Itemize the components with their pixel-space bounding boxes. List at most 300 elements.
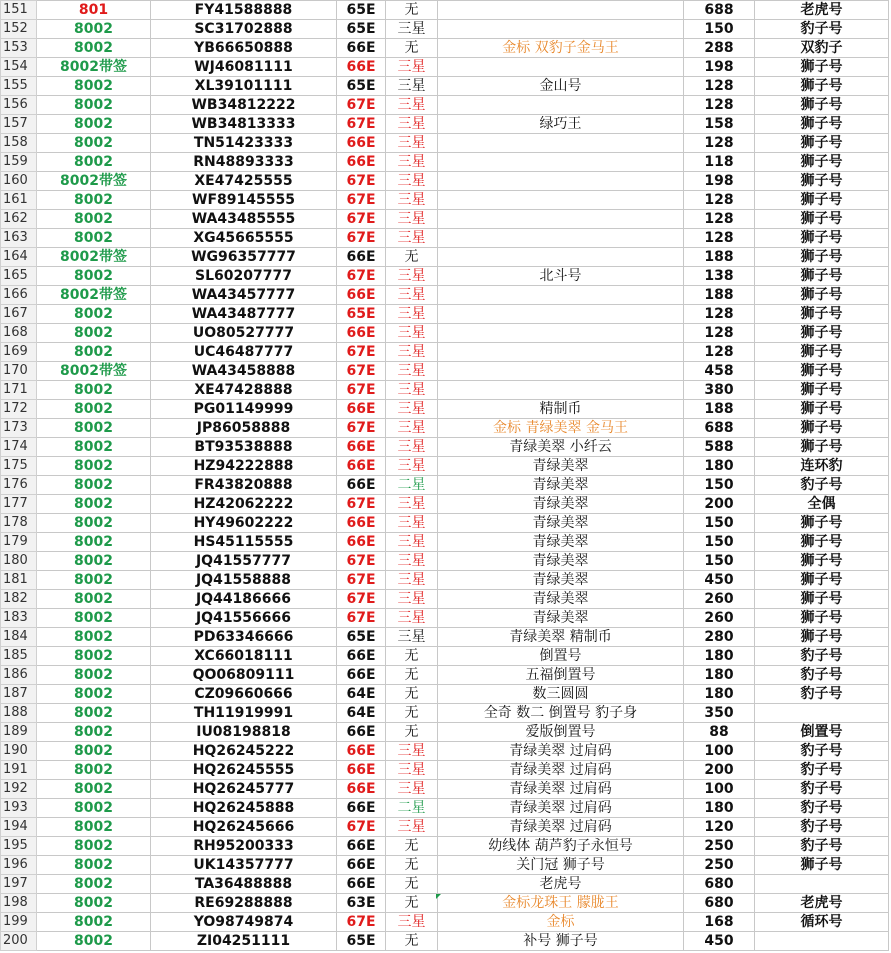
cell-note[interactable]: 青绿美翠 精制币	[438, 628, 684, 647]
cell-price[interactable]: 588	[684, 438, 755, 457]
cell-star[interactable]: 三星	[386, 761, 438, 780]
cell-code[interactable]: 8002	[37, 837, 151, 856]
cell-note[interactable]: 青绿美翠 过肩码	[438, 818, 684, 837]
cell-serial[interactable]: JP86058888	[151, 419, 337, 438]
cell-note[interactable]	[438, 305, 684, 324]
row-number[interactable]: 199	[1, 913, 37, 932]
cell-code[interactable]: 8002	[37, 932, 151, 951]
cell-version[interactable]: 67E	[337, 419, 386, 438]
cell-version[interactable]: 67E	[337, 191, 386, 210]
row-number[interactable]: 195	[1, 837, 37, 856]
cell-type[interactable]: 狮子号	[755, 96, 889, 115]
cell-code[interactable]: 8002	[37, 400, 151, 419]
cell-note[interactable]: 老虎号	[438, 875, 684, 894]
row-number[interactable]: 175	[1, 457, 37, 476]
cell-type[interactable]	[755, 932, 889, 951]
cell-serial[interactable]: XL39101111	[151, 77, 337, 96]
cell-type[interactable]	[755, 875, 889, 894]
cell-serial[interactable]: WF89145555	[151, 191, 337, 210]
cell-price[interactable]: 288	[684, 39, 755, 58]
cell-serial[interactable]: ZI04251111	[151, 932, 337, 951]
cell-code[interactable]: 8002	[37, 419, 151, 438]
cell-note[interactable]: 关门冠 狮子号	[438, 856, 684, 875]
cell-serial[interactable]: YB66650888	[151, 39, 337, 58]
cell-code[interactable]: 8002	[37, 381, 151, 400]
cell-note[interactable]	[438, 20, 684, 39]
cell-version[interactable]: 66E	[337, 324, 386, 343]
cell-price[interactable]: 128	[684, 134, 755, 153]
cell-price[interactable]: 450	[684, 932, 755, 951]
row-number[interactable]: 154	[1, 58, 37, 77]
cell-star[interactable]: 三星	[386, 818, 438, 837]
row-number[interactable]: 176	[1, 476, 37, 495]
cell-star[interactable]: 无	[386, 39, 438, 58]
cell-price[interactable]: 680	[684, 875, 755, 894]
cell-star[interactable]: 无	[386, 647, 438, 666]
cell-star[interactable]: 二星	[386, 476, 438, 495]
cell-price[interactable]: 88	[684, 723, 755, 742]
cell-price[interactable]: 128	[684, 305, 755, 324]
cell-version[interactable]: 67E	[337, 913, 386, 932]
cell-type[interactable]: 豹子号	[755, 20, 889, 39]
cell-star[interactable]: 三星	[386, 77, 438, 96]
cell-note[interactable]: 精制币	[438, 400, 684, 419]
row-number[interactable]: 179	[1, 533, 37, 552]
cell-star[interactable]: 三星	[386, 913, 438, 932]
cell-serial[interactable]: PG01149999	[151, 400, 337, 419]
cell-code[interactable]: 8002	[37, 894, 151, 913]
row-number[interactable]: 193	[1, 799, 37, 818]
row-number[interactable]: 192	[1, 780, 37, 799]
cell-star[interactable]: 三星	[386, 172, 438, 191]
cell-version[interactable]: 65E	[337, 628, 386, 647]
cell-code[interactable]: 8002	[37, 229, 151, 248]
cell-serial[interactable]: UO80527777	[151, 324, 337, 343]
row-number[interactable]: 173	[1, 419, 37, 438]
cell-star[interactable]: 三星	[386, 400, 438, 419]
cell-type[interactable]: 狮子号	[755, 571, 889, 590]
cell-version[interactable]: 65E	[337, 932, 386, 951]
cell-price[interactable]: 198	[684, 172, 755, 191]
cell-price[interactable]: 168	[684, 913, 755, 932]
cell-serial[interactable]: WB34813333	[151, 115, 337, 134]
cell-star[interactable]: 三星	[386, 191, 438, 210]
cell-price[interactable]: 128	[684, 324, 755, 343]
cell-version[interactable]: 67E	[337, 267, 386, 286]
cell-type[interactable]: 狮子号	[755, 134, 889, 153]
cell-price[interactable]: 350	[684, 704, 755, 723]
cell-note[interactable]: 青绿美翠	[438, 476, 684, 495]
cell-code[interactable]: 8002	[37, 818, 151, 837]
cell-star[interactable]: 二星	[386, 799, 438, 818]
row-number[interactable]: 165	[1, 267, 37, 286]
cell-price[interactable]: 158	[684, 115, 755, 134]
cell-serial[interactable]: JQ44186666	[151, 590, 337, 609]
cell-version[interactable]: 66E	[337, 400, 386, 419]
row-number[interactable]: 168	[1, 324, 37, 343]
cell-star[interactable]: 三星	[386, 20, 438, 39]
cell-note[interactable]: 金标	[438, 913, 684, 932]
row-number[interactable]: 178	[1, 514, 37, 533]
cell-note[interactable]: 青绿美翠	[438, 457, 684, 476]
cell-type[interactable]: 狮子号	[755, 590, 889, 609]
cell-star[interactable]: 无	[386, 685, 438, 704]
cell-serial[interactable]: UC46487777	[151, 343, 337, 362]
cell-type[interactable]: 狮子号	[755, 191, 889, 210]
cell-note[interactable]: 青绿美翠 过肩码	[438, 780, 684, 799]
cell-star[interactable]: 三星	[386, 514, 438, 533]
cell-price[interactable]: 120	[684, 818, 755, 837]
cell-code[interactable]: 8002带签	[37, 286, 151, 305]
cell-code[interactable]: 8002	[37, 856, 151, 875]
cell-price[interactable]: 128	[684, 343, 755, 362]
cell-star[interactable]: 三星	[386, 381, 438, 400]
cell-code[interactable]: 8002	[37, 780, 151, 799]
cell-code[interactable]: 8002	[37, 628, 151, 647]
cell-serial[interactable]: FY41588888	[151, 1, 337, 20]
cell-price[interactable]: 680	[684, 894, 755, 913]
cell-serial[interactable]: RH95200333	[151, 837, 337, 856]
cell-type[interactable]: 狮子号	[755, 77, 889, 96]
cell-star[interactable]: 无	[386, 666, 438, 685]
cell-note[interactable]: 爱版倒置号	[438, 723, 684, 742]
cell-note[interactable]	[438, 324, 684, 343]
cell-price[interactable]: 688	[684, 1, 755, 20]
row-number[interactable]: 156	[1, 96, 37, 115]
cell-serial[interactable]: HY49602222	[151, 514, 337, 533]
cell-version[interactable]: 66E	[337, 438, 386, 457]
cell-note[interactable]	[438, 229, 684, 248]
cell-version[interactable]: 66E	[337, 134, 386, 153]
cell-version[interactable]: 66E	[337, 514, 386, 533]
cell-version[interactable]: 66E	[337, 723, 386, 742]
cell-code[interactable]: 8002	[37, 590, 151, 609]
cell-version[interactable]: 65E	[337, 305, 386, 324]
cell-code[interactable]: 8002	[37, 324, 151, 343]
cell-note[interactable]: 金标龙珠王 朦胧王	[438, 894, 684, 913]
cell-version[interactable]: 67E	[337, 552, 386, 571]
cell-version[interactable]: 65E	[337, 77, 386, 96]
cell-type[interactable]: 豹子号	[755, 818, 889, 837]
cell-type[interactable]	[755, 704, 889, 723]
cell-type[interactable]: 全偶	[755, 495, 889, 514]
cell-version[interactable]: 67E	[337, 115, 386, 134]
cell-serial[interactable]: PD63346666	[151, 628, 337, 647]
cell-serial[interactable]: XE47428888	[151, 381, 337, 400]
row-number[interactable]: 174	[1, 438, 37, 457]
row-number[interactable]: 152	[1, 20, 37, 39]
cell-code[interactable]: 8002	[37, 115, 151, 134]
cell-version[interactable]: 67E	[337, 362, 386, 381]
cell-code[interactable]: 8002	[37, 305, 151, 324]
row-number[interactable]: 181	[1, 571, 37, 590]
cell-note[interactable]	[438, 1, 684, 20]
cell-version[interactable]: 66E	[337, 457, 386, 476]
row-number[interactable]: 169	[1, 343, 37, 362]
cell-type[interactable]: 豹子号	[755, 761, 889, 780]
cell-note[interactable]: 数三圆圆	[438, 685, 684, 704]
cell-type[interactable]: 狮子号	[755, 153, 889, 172]
cell-price[interactable]: 188	[684, 248, 755, 267]
cell-price[interactable]: 128	[684, 77, 755, 96]
cell-star[interactable]: 三星	[386, 267, 438, 286]
cell-code[interactable]: 8002	[37, 761, 151, 780]
cell-version[interactable]: 64E	[337, 704, 386, 723]
cell-code[interactable]: 8002	[37, 343, 151, 362]
cell-star[interactable]: 三星	[386, 609, 438, 628]
cell-type[interactable]: 狮子号	[755, 514, 889, 533]
cell-type[interactable]: 狮子号	[755, 324, 889, 343]
cell-version[interactable]: 67E	[337, 343, 386, 362]
row-number[interactable]: 167	[1, 305, 37, 324]
cell-star[interactable]: 三星	[386, 286, 438, 305]
cell-note[interactable]: 北斗号	[438, 267, 684, 286]
cell-version[interactable]: 66E	[337, 647, 386, 666]
row-number[interactable]: 197	[1, 875, 37, 894]
cell-star[interactable]: 三星	[386, 552, 438, 571]
cell-price[interactable]: 198	[684, 58, 755, 77]
cell-version[interactable]: 66E	[337, 248, 386, 267]
cell-note[interactable]: 青绿美翠 过肩码	[438, 742, 684, 761]
cell-type[interactable]: 狮子号	[755, 552, 889, 571]
cell-star[interactable]: 三星	[386, 210, 438, 229]
cell-note[interactable]: 青绿美翠	[438, 495, 684, 514]
cell-note[interactable]: 幼线体 葫芦豹子永恒号	[438, 837, 684, 856]
cell-version[interactable]: 66E	[337, 153, 386, 172]
cell-version[interactable]: 64E	[337, 685, 386, 704]
cell-type[interactable]: 豹子号	[755, 780, 889, 799]
row-number[interactable]: 180	[1, 552, 37, 571]
row-number[interactable]: 153	[1, 39, 37, 58]
cell-code[interactable]: 8002	[37, 457, 151, 476]
cell-version[interactable]: 66E	[337, 666, 386, 685]
row-number[interactable]: 186	[1, 666, 37, 685]
cell-type[interactable]: 倒置号	[755, 723, 889, 742]
cell-version[interactable]: 66E	[337, 476, 386, 495]
cell-version[interactable]: 66E	[337, 875, 386, 894]
cell-code[interactable]: 8002	[37, 552, 151, 571]
cell-note[interactable]	[438, 286, 684, 305]
cell-type[interactable]: 狮子号	[755, 628, 889, 647]
row-number[interactable]: 184	[1, 628, 37, 647]
cell-version[interactable]: 66E	[337, 39, 386, 58]
cell-price[interactable]: 150	[684, 514, 755, 533]
row-number[interactable]: 172	[1, 400, 37, 419]
cell-code[interactable]: 8002	[37, 476, 151, 495]
row-number[interactable]: 171	[1, 381, 37, 400]
cell-star[interactable]: 三星	[386, 590, 438, 609]
cell-version[interactable]: 66E	[337, 799, 386, 818]
row-number[interactable]: 163	[1, 229, 37, 248]
cell-version[interactable]: 66E	[337, 286, 386, 305]
cell-note[interactable]	[438, 210, 684, 229]
cell-star[interactable]: 三星	[386, 533, 438, 552]
cell-star[interactable]: 三星	[386, 495, 438, 514]
cell-type[interactable]: 狮子号	[755, 609, 889, 628]
cell-star[interactable]: 三星	[386, 628, 438, 647]
row-number[interactable]: 162	[1, 210, 37, 229]
row-number[interactable]: 196	[1, 856, 37, 875]
cell-serial[interactable]: XE47425555	[151, 172, 337, 191]
cell-price[interactable]: 188	[684, 400, 755, 419]
cell-price[interactable]: 180	[684, 457, 755, 476]
cell-code[interactable]: 8002	[37, 913, 151, 932]
cell-star[interactable]: 无	[386, 837, 438, 856]
cell-code[interactable]: 8002	[37, 20, 151, 39]
cell-code[interactable]: 8002	[37, 704, 151, 723]
cell-code[interactable]: 8002	[37, 647, 151, 666]
cell-note[interactable]: 绿巧王	[438, 115, 684, 134]
cell-code[interactable]: 8002	[37, 134, 151, 153]
cell-price[interactable]: 188	[684, 286, 755, 305]
row-number[interactable]: 166	[1, 286, 37, 305]
row-number[interactable]: 151	[1, 1, 37, 20]
cell-price[interactable]: 100	[684, 742, 755, 761]
cell-star[interactable]: 无	[386, 875, 438, 894]
cell-price[interactable]: 260	[684, 590, 755, 609]
cell-code[interactable]: 8002	[37, 495, 151, 514]
cell-code[interactable]: 8002带签	[37, 248, 151, 267]
cell-note[interactable]: 金标 双豹子金马王	[438, 39, 684, 58]
cell-price[interactable]: 180	[684, 647, 755, 666]
cell-price[interactable]: 280	[684, 628, 755, 647]
cell-price[interactable]: 128	[684, 191, 755, 210]
cell-serial[interactable]: WA43487777	[151, 305, 337, 324]
cell-note[interactable]	[438, 248, 684, 267]
cell-price[interactable]: 688	[684, 419, 755, 438]
cell-star[interactable]: 无	[386, 723, 438, 742]
cell-serial[interactable]: TA36488888	[151, 875, 337, 894]
cell-price[interactable]: 128	[684, 210, 755, 229]
row-number[interactable]: 157	[1, 115, 37, 134]
cell-type[interactable]: 狮子号	[755, 172, 889, 191]
cell-star[interactable]: 三星	[386, 343, 438, 362]
cell-type[interactable]: 狮子号	[755, 381, 889, 400]
cell-version[interactable]: 67E	[337, 96, 386, 115]
cell-star[interactable]: 三星	[386, 438, 438, 457]
row-number[interactable]: 189	[1, 723, 37, 742]
cell-serial[interactable]: HQ26245222	[151, 742, 337, 761]
cell-code[interactable]: 8002带签	[37, 172, 151, 191]
cell-price[interactable]: 138	[684, 267, 755, 286]
cell-serial[interactable]: YO98749874	[151, 913, 337, 932]
cell-type[interactable]: 狮子号	[755, 115, 889, 134]
cell-type[interactable]: 老虎号	[755, 894, 889, 913]
cell-price[interactable]: 200	[684, 495, 755, 514]
cell-serial[interactable]: BT93538888	[151, 438, 337, 457]
row-number[interactable]: 160	[1, 172, 37, 191]
row-number[interactable]: 164	[1, 248, 37, 267]
cell-note[interactable]: 全奇 数二 倒置号 豹子身	[438, 704, 684, 723]
cell-price[interactable]: 458	[684, 362, 755, 381]
cell-type[interactable]: 狮子号	[755, 286, 889, 305]
cell-price[interactable]: 180	[684, 685, 755, 704]
cell-price[interactable]: 180	[684, 666, 755, 685]
cell-code[interactable]: 8002	[37, 210, 151, 229]
cell-note[interactable]: 金山号	[438, 77, 684, 96]
cell-type[interactable]: 狮子号	[755, 438, 889, 457]
cell-star[interactable]: 三星	[386, 362, 438, 381]
cell-price[interactable]: 128	[684, 229, 755, 248]
row-number[interactable]: 182	[1, 590, 37, 609]
row-number[interactable]: 188	[1, 704, 37, 723]
cell-price[interactable]: 200	[684, 761, 755, 780]
cell-star[interactable]: 三星	[386, 324, 438, 343]
cell-type[interactable]: 豹子号	[755, 742, 889, 761]
cell-version[interactable]: 66E	[337, 837, 386, 856]
row-number[interactable]: 170	[1, 362, 37, 381]
cell-serial[interactable]: JQ41556666	[151, 609, 337, 628]
cell-version[interactable]: 67E	[337, 381, 386, 400]
cell-serial[interactable]: HQ26245777	[151, 780, 337, 799]
cell-serial[interactable]: WA43485555	[151, 210, 337, 229]
row-number[interactable]: 155	[1, 77, 37, 96]
cell-serial[interactable]: HS45115555	[151, 533, 337, 552]
cell-version[interactable]: 66E	[337, 533, 386, 552]
cell-type[interactable]: 狮子号	[755, 210, 889, 229]
cell-serial[interactable]: FR43820888	[151, 476, 337, 495]
cell-type[interactable]: 狮子号	[755, 248, 889, 267]
cell-code[interactable]: 8002	[37, 723, 151, 742]
cell-serial[interactable]: TN51423333	[151, 134, 337, 153]
cell-star[interactable]: 无	[386, 1, 438, 20]
cell-note[interactable]: 青绿美翠 小纤云	[438, 438, 684, 457]
cell-version[interactable]: 65E	[337, 1, 386, 20]
cell-note[interactable]	[438, 362, 684, 381]
cell-serial[interactable]: XG45665555	[151, 229, 337, 248]
cell-star[interactable]: 三星	[386, 96, 438, 115]
cell-code[interactable]: 8002	[37, 875, 151, 894]
cell-type[interactable]: 循环号	[755, 913, 889, 932]
cell-star[interactable]: 无	[386, 932, 438, 951]
row-number[interactable]: 200	[1, 932, 37, 951]
cell-serial[interactable]: JQ41558888	[151, 571, 337, 590]
cell-note[interactable]: 青绿美翠	[438, 552, 684, 571]
cell-price[interactable]: 118	[684, 153, 755, 172]
cell-code[interactable]: 8002	[37, 799, 151, 818]
cell-note[interactable]	[438, 381, 684, 400]
cell-serial[interactable]: WG96357777	[151, 248, 337, 267]
cell-serial[interactable]: TH11919991	[151, 704, 337, 723]
cell-version[interactable]: 66E	[337, 761, 386, 780]
cell-serial[interactable]: WA43457777	[151, 286, 337, 305]
cell-note[interactable]: 金标 青绿美翠 金马王	[438, 419, 684, 438]
cell-code[interactable]: 8002	[37, 533, 151, 552]
cell-version[interactable]: 67E	[337, 229, 386, 248]
cell-note[interactable]: 补号 狮子号	[438, 932, 684, 951]
cell-price[interactable]: 380	[684, 381, 755, 400]
cell-note[interactable]: 青绿美翠 过肩码	[438, 761, 684, 780]
cell-price[interactable]: 150	[684, 20, 755, 39]
cell-code[interactable]: 8002	[37, 39, 151, 58]
cell-note[interactable]: 青绿美翠	[438, 533, 684, 552]
cell-serial[interactable]: SC31702888	[151, 20, 337, 39]
cell-price[interactable]: 260	[684, 609, 755, 628]
cell-version[interactable]: 66E	[337, 58, 386, 77]
row-number[interactable]: 194	[1, 818, 37, 837]
cell-star[interactable]: 三星	[386, 58, 438, 77]
cell-code[interactable]: 801	[37, 1, 151, 20]
cell-note[interactable]: 青绿美翠	[438, 571, 684, 590]
cell-price[interactable]: 250	[684, 856, 755, 875]
cell-price[interactable]: 180	[684, 799, 755, 818]
cell-type[interactable]: 狮子号	[755, 856, 889, 875]
cell-price[interactable]: 150	[684, 476, 755, 495]
cell-code[interactable]: 8002	[37, 514, 151, 533]
cell-serial[interactable]: CZ09660666	[151, 685, 337, 704]
cell-type[interactable]: 狮子号	[755, 400, 889, 419]
cell-note[interactable]	[438, 96, 684, 115]
